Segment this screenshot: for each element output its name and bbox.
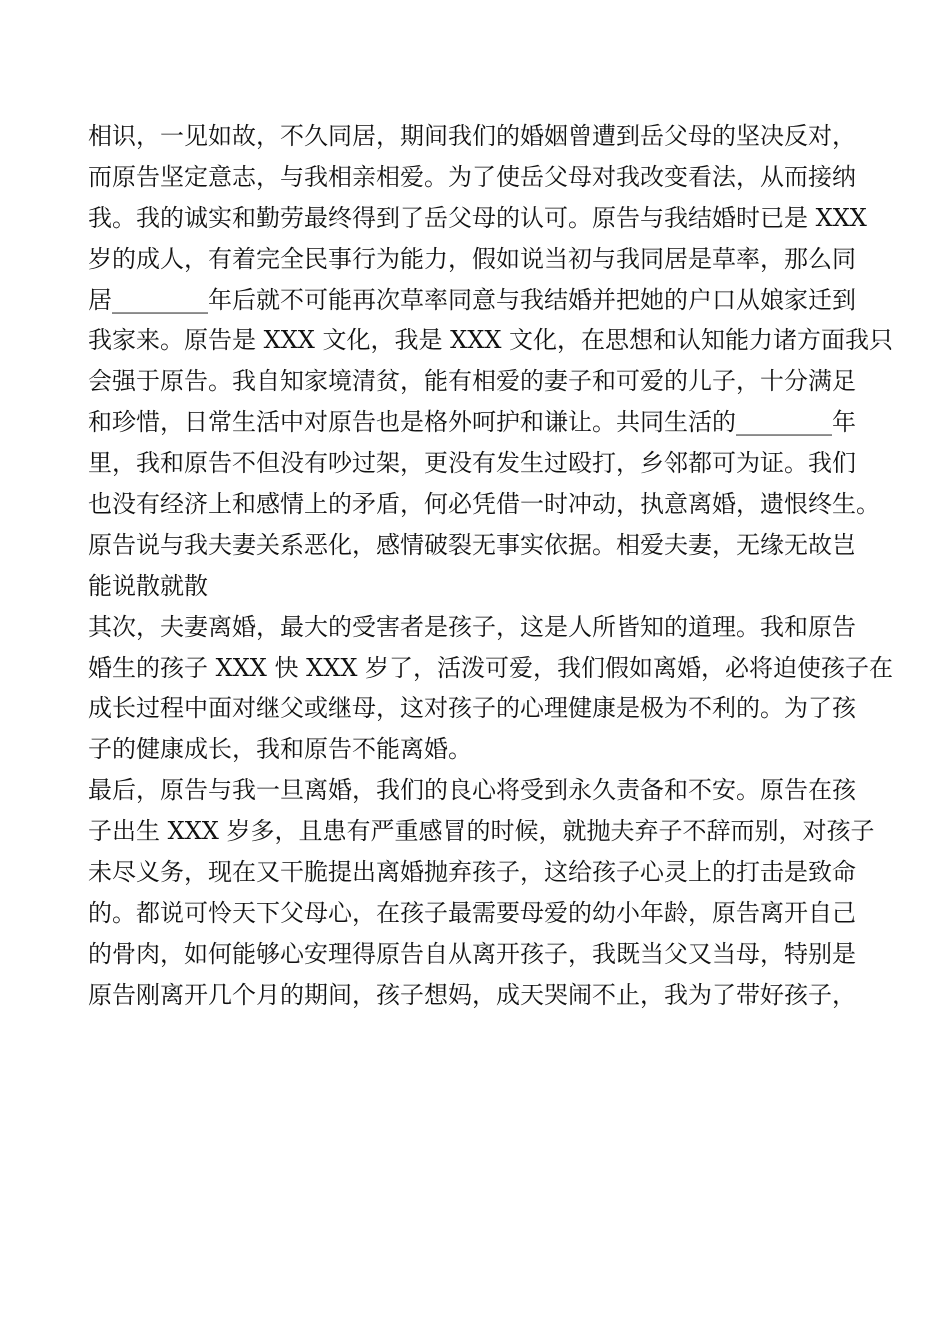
text-line: 和珍惜，日常生活中对原告也是格外呵护和谦让。共同生活的________年 — [88, 408, 856, 437]
text-line: 能说散就散 — [88, 571, 208, 600]
paragraph-3 — [88, 770, 888, 1015]
paragraph-1 — [88, 116, 894, 607]
text-line: 我家来。原告是 XXX 文化，我是 XXX 文化，在思想和认知能力诸方面我只 — [88, 326, 894, 355]
text-line: 我。我的诚实和勤劳最终得到了岳父母的认可。原告与我结婚时已是 XXX — [88, 203, 867, 232]
paragraph-2 — [88, 607, 894, 771]
document-body — [88, 116, 894, 1016]
text-line: 也没有经济上和感情上的矛盾，何必凭借一时冲动，执意离婚，遗恨终生。 — [88, 490, 880, 519]
text-line: 居________年后就不可能再次草率同意与我结婚并把她的户口从娘家迁到 — [88, 285, 856, 314]
text-line: 其次，夫妻离婚，最大的受害者是孩子，这是人所皆知的道理。我和原告 — [88, 612, 856, 641]
text-line: 里，我和原告不但没有吵过架，更没有发生过殴打，乡邻都可为证。我们 — [88, 449, 856, 478]
text-line: 的。都说可怜天下父母心，在孩子最需要母爱的幼小年龄，原告离开自己 — [88, 898, 856, 927]
text-line: 会强于原告。我自知家境清贫，能有相爱的妻子和可爱的儿子，十分满足 — [88, 367, 856, 396]
text-line: 原告刚离开几个月的期间，孩子想妈，成天哭闹不止，我为了带好孩子， — [88, 980, 856, 1009]
text-line: 的骨肉，如何能够心安理得原告自从离开孩子，我既当父又当母，特别是 — [88, 939, 856, 968]
text-line: 子出生 XXX 岁多，且患有严重感冒的时候，就抛夫弃子不辞而别，对孩子 — [88, 817, 875, 846]
text-line: 原告说与我夫妻关系恶化，感情破裂无事实依据。相爱夫妻，无缘无故岂 — [88, 530, 856, 559]
text-line: 相识，一见如故，不久同居，期间我们的婚姻曾遭到岳父母的坚决反对， — [88, 122, 856, 150]
text-line: 岁的成人，有着完全民事行为能力，假如说当初与我同居是草率，那么同 — [88, 244, 856, 273]
text-line: 最后，原告与我一旦离婚，我们的良心将受到永久责备和不安。原告在孩 — [88, 776, 856, 805]
text-line: 婚生的孩子 XXX 快 XXX 岁了，活泼可爱，我们假如离婚，必将迫使孩子在 — [88, 653, 894, 682]
text-line: 子的健康成长，我和原告不能离婚。 — [88, 735, 472, 764]
text-line: 成长过程中面对继父或继母，这对孩子的心理健康是极为不利的。为了孩 — [88, 694, 856, 723]
text-line: 而原告坚定意志，与我相亲相爱。为了使岳父母对我改变看法，从而接纳 — [88, 162, 856, 191]
text-line: 未尽义务，现在又干脆提出离婚抛弃孩子，这给孩子心灵上的打击是致命 — [88, 858, 856, 887]
